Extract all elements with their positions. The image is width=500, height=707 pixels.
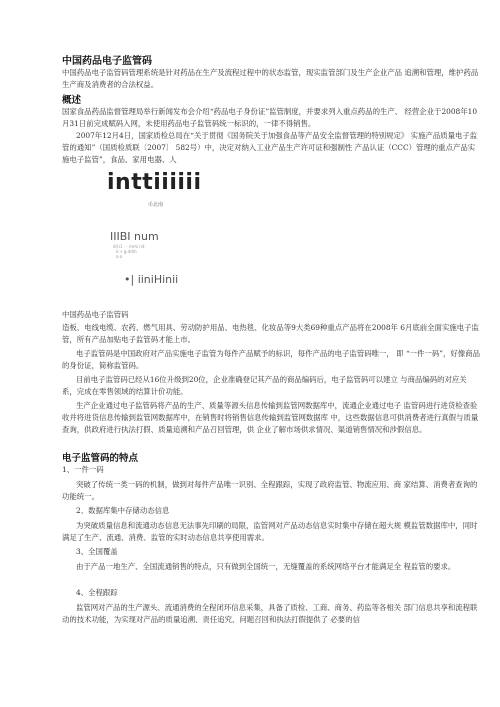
document-title: 中国药品电子监管码: [62, 56, 152, 67]
body-paragraph-4: 生产企业通过电子监管码将产品的生产、质量等源头信息传输到监管网数据库中，流通企业通过电子 监管码进行进货检查验收并将进货信息传输到监管网数据库中，在销售时将销售信息传输到监管网数据库 中，这些数据信息可供消费者进行真假与质量查询，供政府进行执法打假、质量追溯和产品召回管理，供 企业了解市场供求情况、渠道销售情况和涉假信息。: [62, 401, 479, 434]
figure-caption: 中国药品电子监管码: [62, 310, 129, 319]
feature-1-title: 1、一件一码: [62, 465, 104, 474]
figure-mid-text: IIIBI num: [110, 230, 159, 243]
intro-paragraph: 中国药品电子监管码管理系统是针对药品在生产及流程过程中的状态监管，现实监管部门及生产企业产品 追溯和管理，维护药品生产商及消费者的合法权益。: [62, 68, 479, 89]
feature-1-text: 突破了传统一类一码的机制，做到对每件产品唯一识别、全程跟踪，实现了政府监管、物流应用、商 家结算、消费者查询的功能统一。: [62, 480, 478, 501]
figure-bottom-text: •| iiniHinii: [124, 273, 179, 286]
body-paragraph-1: 造板、电线电缆、农药、燃气用具、劳动防护用品、电热毯、化妆品等9大类69种重点产品将在2008年 6月底前全面实施电子监管，所有产品加贴电子监管码才能上市。: [62, 323, 479, 344]
features-heading: 电子监管码的特点: [62, 453, 139, 464]
body-paragraph-2: 电子监管码是中国政府对产品实施电子监管为每件产品赋予的标识，每件产品的电子监管码唯一， 即 “一件一码”，好像商品的身份证，简称监管码。: [62, 349, 480, 370]
feature-4-text: 监管网对产品的生产源头、流通消费的全程闭环信息采集，具备了质检、工商、商务、药监等各相关 部门信息共享和流程联动的技术功能，为实现对产品的质量追溯、责任追究、问题召回和执法打假提供了 必要的信: [62, 603, 478, 624]
feature-2-title: 2、数据库集中存储动态信息: [76, 506, 170, 515]
figure-tiny-text-1: dil·i1 · · mmi nit: [113, 244, 145, 249]
figure-small-label: 币北南: [148, 202, 164, 208]
overview-paragraph-2: 2007年12月4日，国家质检总局在“关于贯彻《国务院关于加强食品等产品安全监督管理的特别规定》 实施产品质量电子监管的通知”（国质检质联〔2007〕 582号）中，决定对纳入工业产品生产许可证和强制性 产品认证（CCC）管理的重点产品实施电子监管”，食品、家用电器、人: [62, 131, 478, 164]
feature-3-title: 3、全国覆盖: [76, 547, 118, 556]
figure-tiny-text-3: a·a: [116, 254, 123, 259]
feature-3-text: 由于产品一地生产、全国流通销售的特点，只有做到全国统一，无缝覆盖的系统网络平台才能满足全 程监管的要求。: [76, 562, 456, 571]
body-paragraph-3: 目前电子监管码已经从16位升级到20位，企业准确登记其产品的商品编码后，电子监管码可以建立 与商品编码的对应关系，完成在零售领域的结算计价功能。: [62, 375, 467, 396]
feature-4-title: 4、全程跟踪: [76, 588, 118, 597]
overview-heading: 概述: [62, 95, 82, 106]
figure-tiny-text-2: k:·r g.ddm: [116, 249, 137, 254]
overview-paragraph-1: 国家食品药品监督管理局举行新闻发布会介绍“药品电子身份证”监管制度，并要求列入重点药品的生产、 经营企业于2008年10月31日前完成赋码入网，未使用药品电子监管码统一标识的，一律不得销售。: [62, 107, 478, 128]
figure-large-text: inttiiiiii: [107, 170, 202, 195]
feature-2-text: 为突破质量信息和流通动态信息无法事先印刷的局限，监管网对产品动态信息实时集中存储在超大规 模监管数据库中，同时满足了生产、流通、消费、监管的实时动态信息共享使用需求。: [62, 521, 478, 542]
